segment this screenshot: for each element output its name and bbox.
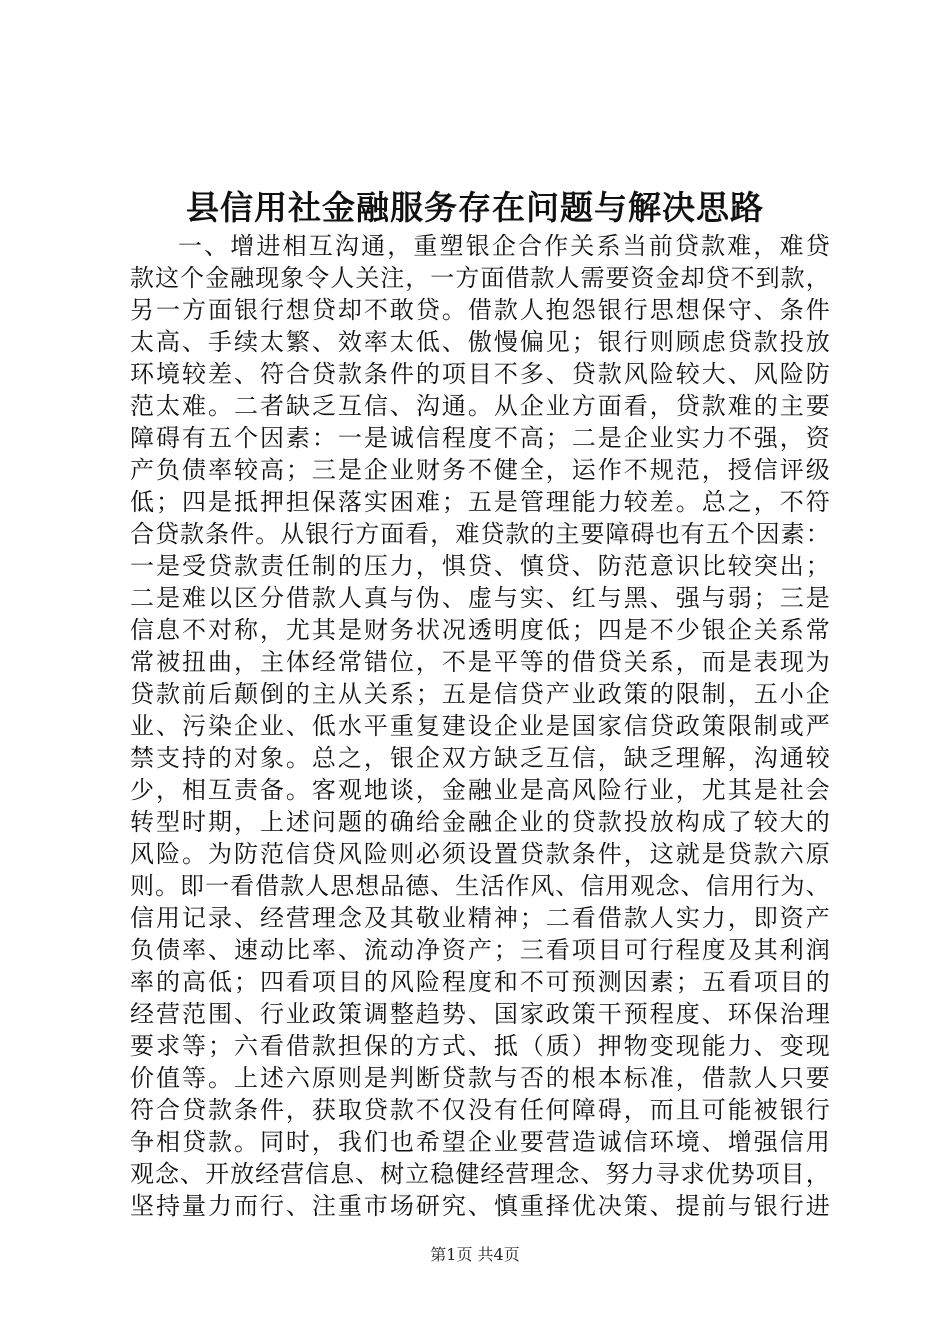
body-line: 价值等。上述六原则是判断贷款与否的根本标准，借款人只要: [130, 1064, 830, 1092]
body-line: 业、污染企业、低水平重复建设企业是国家信贷政策限制或严: [130, 712, 830, 740]
body-line: 产负债率较高；三是企业财务不健全，运作不规范，授信评级: [130, 456, 830, 484]
body-line: 要求等；六看借款担保的方式、抵（质）押物变现能力、变现: [130, 1032, 830, 1060]
body-line: 合贷款条件。从银行方面看，难贷款的主要障碍也有五个因素：: [130, 520, 830, 548]
body-line: 另一方面银行想贷却不敢贷。借款人抱怨银行思想保守、条件: [130, 296, 830, 324]
body-line: 经营范围、行业政策调整趋势、国家政策干预程度、环保治理: [130, 1000, 830, 1028]
body-line: 一、增进相互沟通，重塑银企合作关系当前贷款难，难贷: [178, 232, 830, 260]
body-line: 二是难以区分借款人真与伪、虚与实、红与黑、强与弱；三是: [130, 584, 830, 612]
page-number-footer: 第1页 共4页: [430, 1245, 520, 1264]
body-line: 坚持量力而行、注重市场研究、慎重择优决策、提前与银行进: [130, 1192, 830, 1220]
body-line: 符合贷款条件，获取贷款不仅没有任何障碍，而且可能被银行: [130, 1096, 830, 1124]
body-line: 观念、开放经营信息、树立稳健经营理念、努力寻求优势项目，: [130, 1160, 830, 1188]
body-line: 负债率、速动比率、流动净资产；三看项目可行程度及其利润: [130, 936, 830, 964]
body-line: 常被扭曲，主体经常错位，不是平等的借贷关系，而是表现为: [130, 648, 830, 676]
body-line: 款这个金融现象令人关注，一方面借款人需要资金却贷不到款，: [130, 264, 830, 292]
body-line: 则。即一看借款人思想品德、生活作风、信用观念、信用行为、: [130, 872, 830, 900]
document-title: 县信用社金融服务存在问题与解决思路: [186, 188, 764, 227]
body-line: 太高、手续太繁、效率太低、傲慢偏见；银行则顾虑贷款投放: [130, 328, 830, 356]
body-line: 风险。为防范信贷风险则必须设置贷款条件，这就是贷款六原: [130, 840, 830, 868]
body-line: 障碍有五个因素：一是诚信程度不高；二是企业实力不强，资: [130, 424, 830, 452]
body-line: 率的高低；四看项目的风险程度和不可预测因素；五看项目的: [130, 968, 830, 996]
body-line: 低；四是抵押担保落实困难；五是管理能力较差。总之，不符: [130, 488, 830, 516]
body-line: 一是受贷款责任制的压力，惧贷、慎贷、防范意识比较突出；: [130, 552, 830, 580]
body-line: 环境较差、符合贷款条件的项目不多、贷款风险较大、风险防: [130, 360, 830, 388]
body-line: 争相贷款。同时，我们也希望企业要营造诚信环境、增强信用: [130, 1128, 830, 1156]
body-line: 贷款前后颠倒的主从关系；五是信贷产业政策的限制，五小企: [130, 680, 830, 708]
body-line: 少，相互责备。客观地谈，金融业是高风险行业，尤其是社会: [130, 776, 830, 804]
document-body: [130, 230, 830, 1222]
body-line: 信息不对称，尤其是财务状况透明度低；四是不少银企关系常: [130, 616, 830, 644]
body-line: 信用记录、经营理念及其敬业精神；二看借款人实力，即资产: [130, 904, 830, 932]
body-line: 范太难。二者缺乏互信、沟通。从企业方面看，贷款难的主要: [130, 392, 830, 420]
body-line: 转型时期，上述问题的确给金融企业的贷款投放构成了较大的: [130, 808, 830, 836]
body-line: 禁支持的对象。总之，银企双方缺乏互信，缺乏理解，沟通较: [130, 744, 830, 772]
